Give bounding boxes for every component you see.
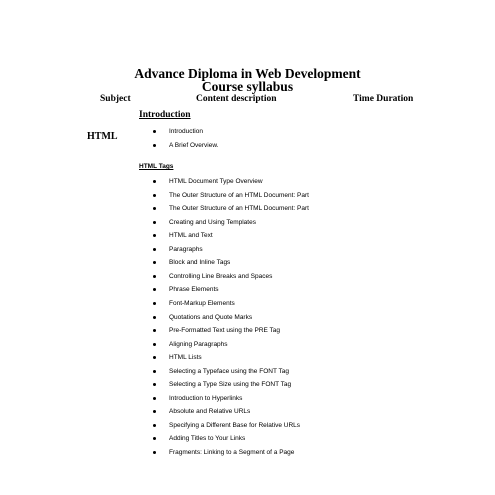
list-item-text: Fragments: Linking to a Segment of a Page — [169, 449, 295, 456]
list-item-text: Selecting a Typeface using the FONT Tag — [169, 367, 289, 375]
bullet-icon — [153, 356, 156, 359]
bullet-icon — [153, 451, 156, 454]
list-item-text: Selecting a Type Size using the FONT Tag — [169, 381, 292, 389]
list-item-text: Controlling Line Breaks and Spaces — [169, 272, 273, 280]
bullet-icon — [153, 370, 156, 373]
list-item-text: Adding Titles to Your Links — [169, 435, 246, 443]
list-item-text: The Outer Structure of an HTML Document: Part — [169, 205, 309, 213]
bullet-icon — [153, 248, 156, 251]
bullet-icon — [153, 437, 156, 440]
section-heading-introduction: Introduction — [139, 110, 191, 120]
bullet-icon — [153, 383, 156, 386]
list-item-text: Phrase Elements — [169, 286, 219, 294]
list-item-text: HTML Lists — [169, 354, 202, 362]
bullet-icon — [153, 316, 156, 319]
list-item-text: Quotations and Quote Marks — [169, 313, 253, 321]
column-header-content: Content description — [196, 94, 277, 104]
list-item-text: Introduction — [169, 128, 203, 135]
bullet-icon — [153, 410, 156, 413]
bullet-icon — [153, 397, 156, 400]
bullet-icon — [153, 234, 156, 237]
bullet-icon — [153, 343, 156, 346]
bullet-icon — [153, 275, 156, 278]
list-item-text: Paragraphs — [169, 245, 203, 253]
bullet-icon — [153, 261, 156, 264]
document-subtitle: Course syllabus — [201, 79, 294, 94]
subject-name: HTML — [87, 131, 118, 142]
bullet-icon — [153, 302, 156, 305]
bullet-icon — [153, 221, 156, 224]
bullet-icon — [153, 144, 156, 147]
document-title: Advance Diploma in Web Development — [134, 66, 361, 81]
list-item-text: Pre-Formatted Text using the PRE Tag — [169, 327, 281, 335]
list-item-text: HTML and Text — [169, 232, 213, 240]
list-item-text: A Brief Overview. — [169, 141, 219, 149]
bullet-icon — [153, 424, 156, 427]
list-item-text: Font-Markup Elements — [169, 299, 235, 307]
list-item-text: Specifying a Different Base for Relative URLs — [169, 421, 301, 429]
list-item-text: Introduction to Hyperlinks — [169, 394, 243, 402]
bullet-icon — [153, 130, 156, 133]
list-item-text: Aligning Paragraphs — [169, 340, 228, 348]
bullet-icon — [153, 329, 156, 332]
section-heading-html-tags: HTML Tags — [139, 163, 174, 170]
column-header-subject: Subject — [100, 94, 131, 104]
bullet-icon — [153, 180, 156, 183]
bullet-icon — [153, 207, 156, 210]
list-item-text: Block and Inline Tags — [169, 259, 231, 267]
bullet-icon — [153, 288, 156, 291]
list-item-text: Absolute and Relative URLs — [169, 408, 251, 416]
list-item-text: Creating and Using Templates — [169, 218, 256, 226]
list-item-text: HTML Document Type Overview — [169, 178, 263, 185]
bullet-icon — [153, 194, 156, 197]
list-item-text: The Outer Structure of an HTML Document: Part — [169, 191, 309, 199]
column-header-time: Time Duration — [353, 94, 414, 104]
